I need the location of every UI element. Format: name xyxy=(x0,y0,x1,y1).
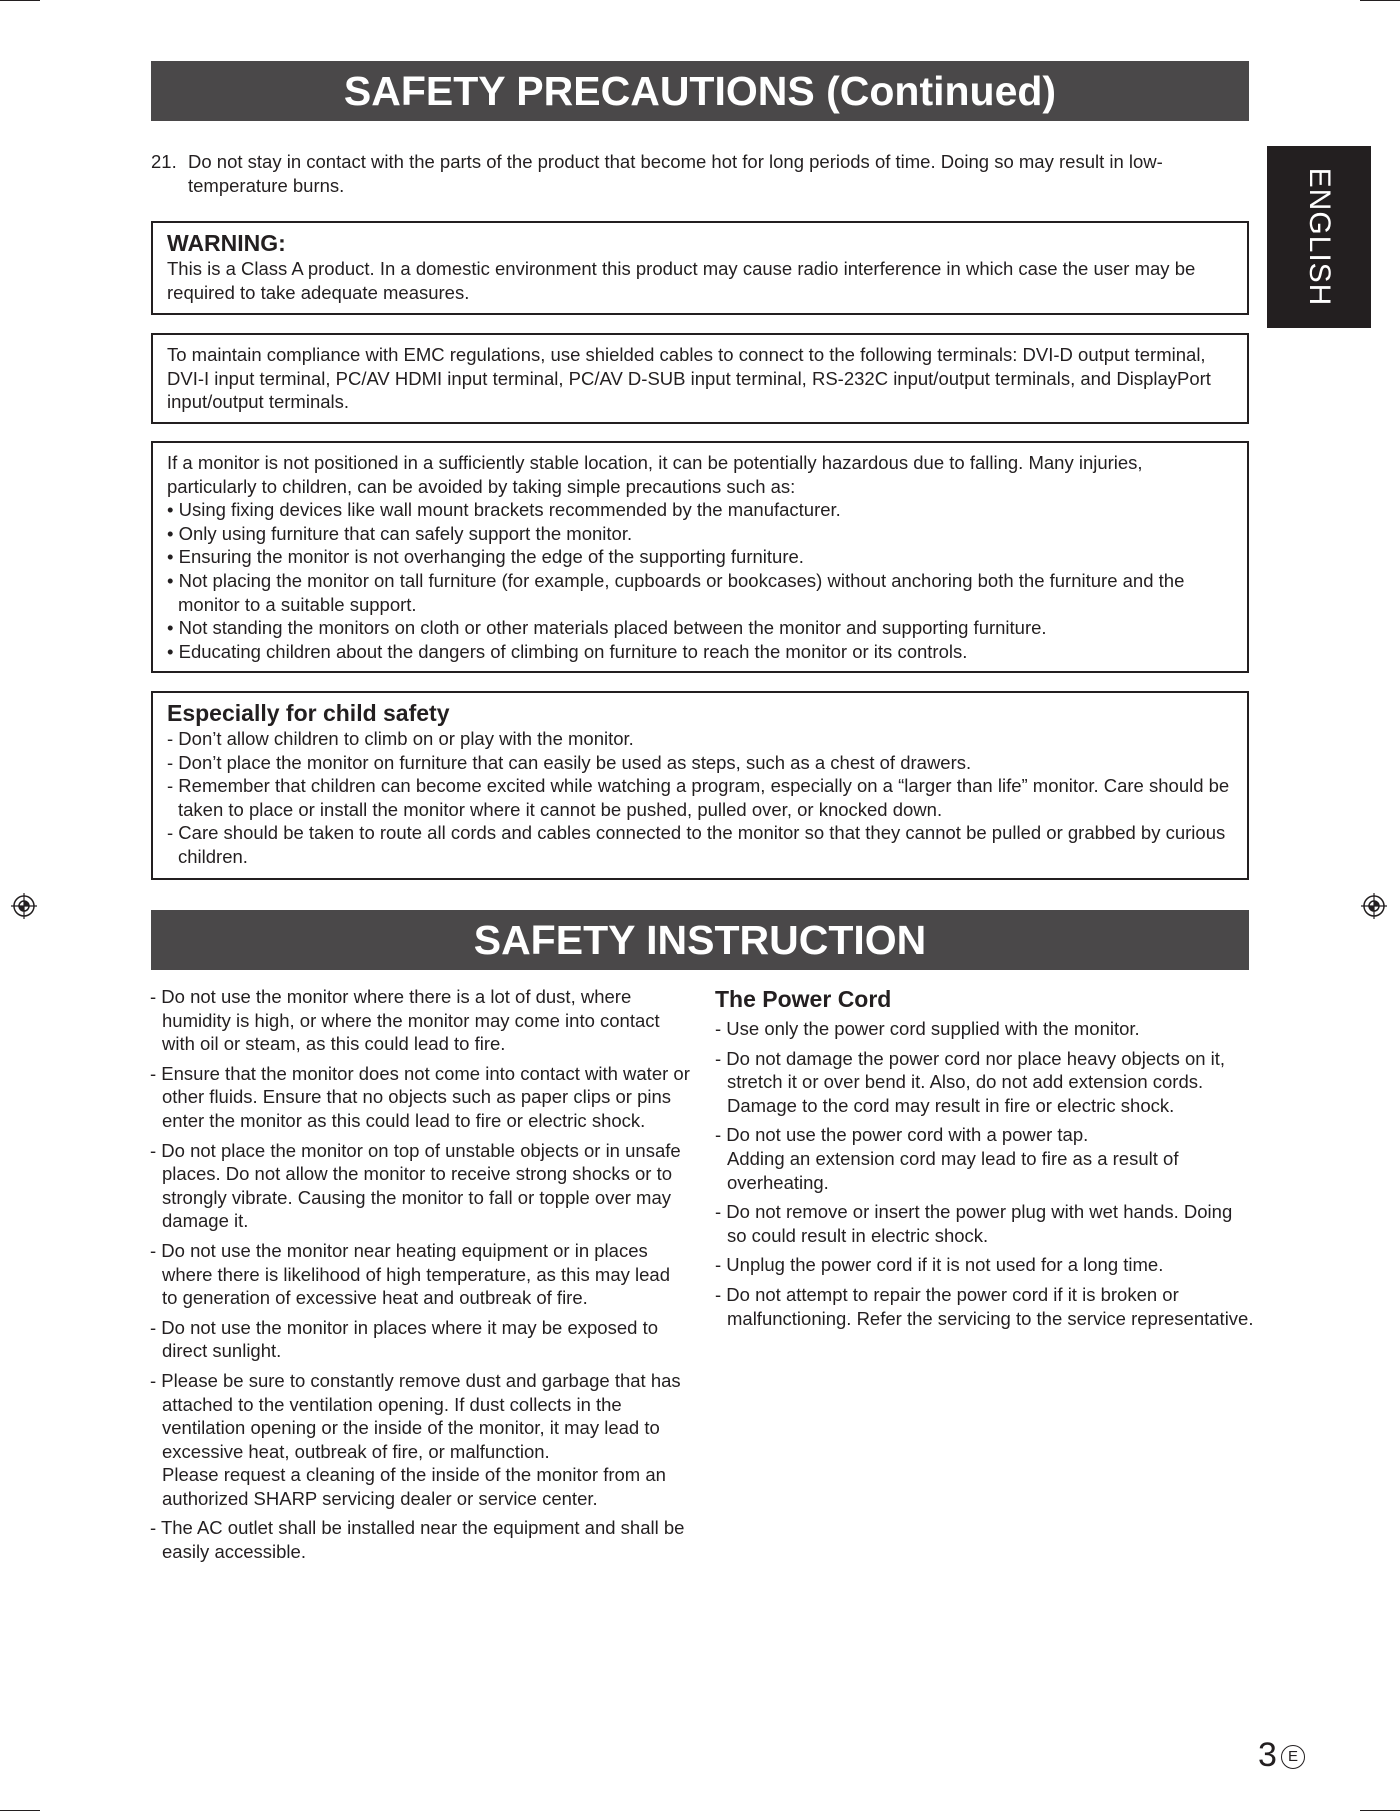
child-safety-box xyxy=(151,691,1249,880)
list-item: - The AC outlet shall be installed near the equipment and shall be easily accessible. xyxy=(150,1517,685,1563)
list-item-note: Please request a cleaning of the inside of the monitor from an authorized SHARP servicing dealer or service center. xyxy=(162,1464,666,1509)
section-title: SAFETY INSTRUCTION xyxy=(473,917,927,963)
stability-notice-box xyxy=(151,441,1249,673)
crop-mark xyxy=(1360,0,1400,1)
crop-mark xyxy=(1360,1810,1400,1811)
item-number: 21. xyxy=(151,151,177,172)
list-item: - Do not use the monitor in places where it may be exposed to direct sunlight. xyxy=(150,1316,658,1362)
list-item: - Do not use the monitor near heating equipment or in places where there is likelihood of high temperature, as this may lead to generation of excessive heat and outbreak of fire. xyxy=(150,1239,670,1309)
list-item: - Care should be taken to route all cords and cables connected to the monitor so that they cannot be pulled or grabbed by curious children. xyxy=(167,822,1226,867)
warning-title: WARNING: xyxy=(167,230,286,256)
list-item: - Don’t allow children to climb on or play with the monitor. xyxy=(167,728,634,749)
list-item: - Use only the power cord supplied with the monitor. xyxy=(715,1018,1140,1039)
registration-mark-icon xyxy=(11,893,37,919)
list-item: - Do not damage the power cord nor place heavy objects on it, stretch it or over bend it. Also, do not add extension cords. Damage to the cord may result in fire or electric shock. xyxy=(715,1047,1226,1116)
stability-intro: If a monitor is not positioned in a sufficiently stable location, it can be potentially hazardous due to falling. Many injuries, particularly to children, can be avoided by taking simple precautions such as: xyxy=(167,452,1143,497)
registration-mark-icon xyxy=(1361,893,1387,919)
list-item: - Please be sure to constantly remove dust and garbage that has attached to the ventilation opening. If dust collects in the ventilation opening or the inside of the monitor, it may lead to excessive heat, outbreak of fire, or malfunction. xyxy=(150,1369,681,1462)
warning-text: This is a Class A product. In a domestic environment this product may cause radio interference in which case the user may be required to take adequate measures. xyxy=(167,258,1196,303)
list-item: - Remember that children can become excited while watching a program, especially on a “larger than life” monitor. Care should be taken to place or install the monitor where it cannot be pushed, pulled over, or knocked down. xyxy=(167,775,1230,820)
warning-box xyxy=(151,221,1249,315)
list-item: • Educating children about the dangers of climbing on furniture to reach the monitor or its controls. xyxy=(167,640,968,662)
crop-mark xyxy=(0,1810,40,1811)
list-item: • Using fixing devices like wall mount brackets recommended by the manufacturer. xyxy=(167,499,841,521)
list-item: • Not placing the monitor on tall furniture (for example, cupboards or bookcases) without anchoring both the furniture and the monitor to a suitable support. xyxy=(167,569,1185,615)
page-number: 3 xyxy=(1258,1736,1277,1774)
section-title-banner xyxy=(151,910,1249,970)
emc-text: To maintain compliance with EMC regulations, use shielded cables to connect to the following terminals: DVI-D output terminal, DVI-I input terminal, PC/AV HDMI input terminal, PC/AV D-SUB input terminal, RS-232C input/output terminals, and DisplayPort input/output terminals. xyxy=(167,344,1211,413)
power-cord-title: The Power Cord xyxy=(715,986,892,1012)
language-tab-label: ENGLISH xyxy=(1303,167,1336,307)
list-item: • Ensuring the monitor is not overhanging the edge of the supporting furniture. xyxy=(167,546,804,568)
precaution-item-21 xyxy=(151,150,1249,198)
item-text: Do not stay in contact with the parts of the product that become hot for long periods of time. Doing so may result in low-temperature burns. xyxy=(188,151,1163,196)
list-item: - Do not use the monitor where there is a lot of dust, where humidity is high, or where the monitor may come into contact with oil or steam, as this could lead to fire. xyxy=(150,986,660,1055)
list-item: - Do not remove or insert the power plug with wet hands. Doing so could result in electric shock. xyxy=(715,1201,1233,1246)
list-item: - Do not place the monitor on top of unstable objects or in unsafe places. Do not allow the monitor to receive strong shocks or to strongly vibrate. Causing the monitor to fall or topple over may damage it. xyxy=(150,1139,681,1232)
language-code-badge: E xyxy=(1281,1745,1305,1769)
list-item: - Unplug the power cord if it is not used for a long time. xyxy=(715,1254,1164,1276)
list-item: - Don’t place the monitor on furniture that can easily be used as steps, such as a chest of drawers. xyxy=(167,751,972,773)
list-item: - Do not attempt to repair the power cord if it is broken or malfunctioning. Refer the servicing to the service representative. xyxy=(715,1283,1254,1329)
list-item: - Do not use the power cord with a power tap. xyxy=(715,1124,1089,1146)
page-title-banner xyxy=(151,61,1249,121)
safety-instruction-left-column xyxy=(150,985,690,1570)
power-cord-column xyxy=(715,985,1255,1336)
child-safety-title: Especially for child safety xyxy=(167,700,450,726)
emc-notice-box xyxy=(151,333,1249,424)
list-item: - Ensure that the monitor does not come into contact with water or other fluids. Ensure that no objects such as paper clips or pins enter the monitor as this could lead to fire or electric shock. xyxy=(150,1062,690,1131)
language-tab xyxy=(1267,146,1371,328)
list-item: • Only using furniture that can safely support the monitor. xyxy=(167,522,633,544)
page-title: SAFETY PRECAUTIONS (Continued) xyxy=(343,68,1057,114)
list-item: • Not standing the monitors on cloth or other materials placed between the monitor and supporting furniture. xyxy=(167,617,1047,639)
list-item-note: Adding an extension cord may lead to fire as a result of overheating. xyxy=(727,1147,1179,1193)
crop-mark xyxy=(0,0,40,1)
